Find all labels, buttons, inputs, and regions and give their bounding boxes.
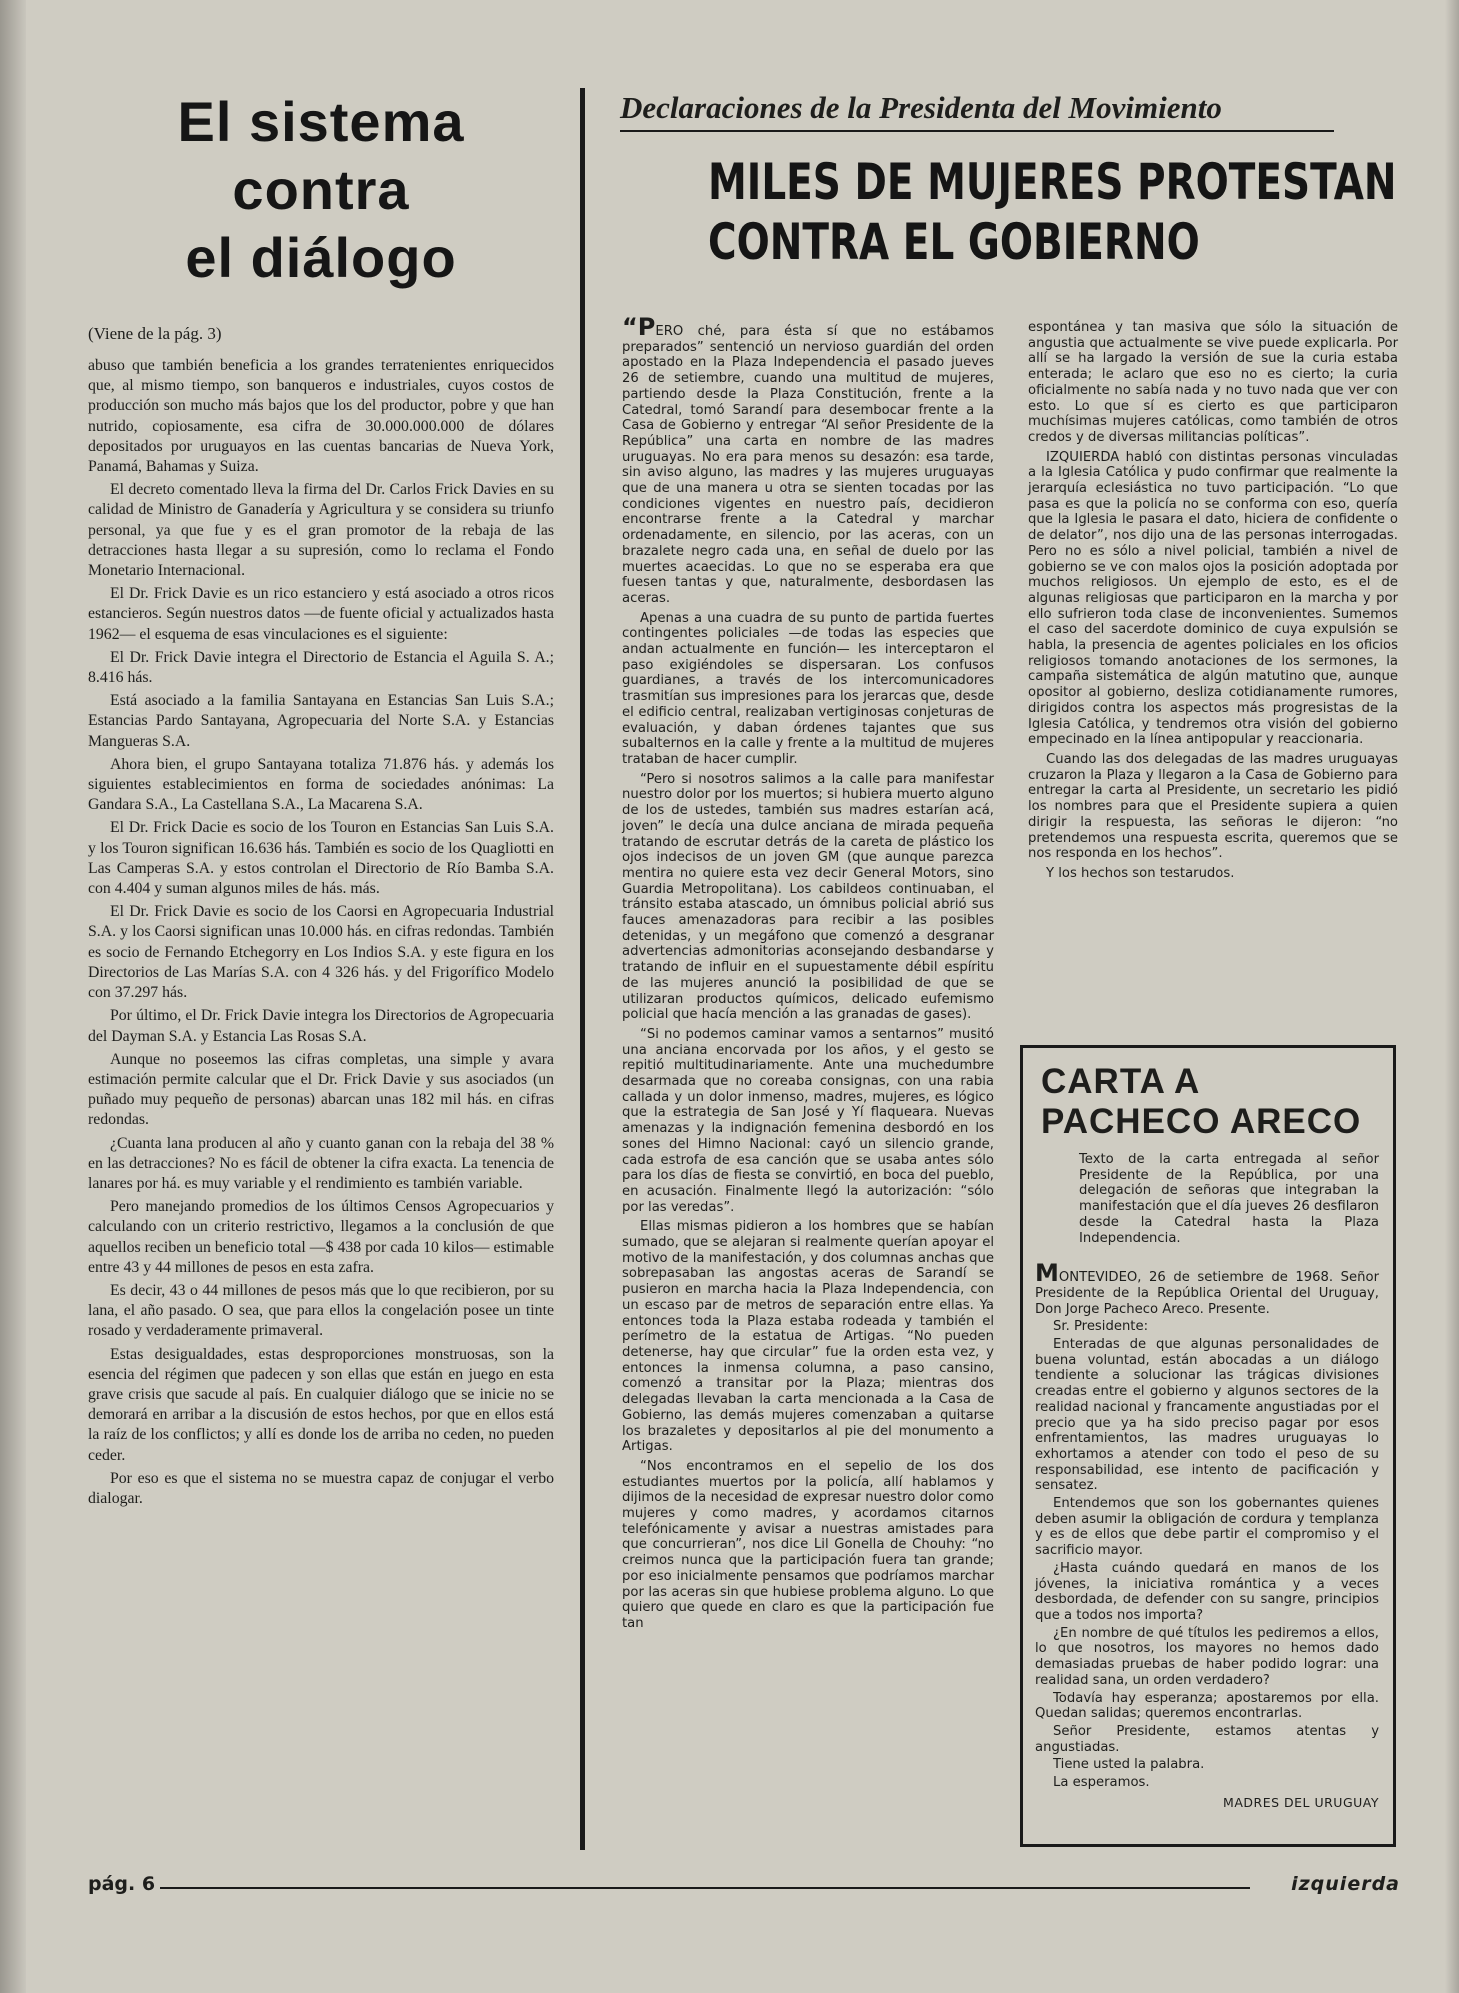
paragraph: Estas desigualdades, estas desproporciones monstruosas, son la esencia del régimen que padecen y son ellas que están en juego en esta grave crisis que sacude al país. En cualquier diálogo que se inicie no se demorará en arribar a la discusión de estos hechos, por que en ellos está la raíz de los conflictos; y allí es donde los de arriba no ceden, no pueden ceder. [88,1345,554,1464]
paragraph: El Dr. Frick Davie es socio de los Caorsi en Agropecuaria Industrial S.A. y los Caorsi significan unas 10.000 hás. en cifras redondas. También es socio de Fernando Etchegorry en Los Indios S.A. y este figura en los Directorios de Las Marías S.A. con 4 326 hás. y del Frigorífico Modelo con 37.297 hás. [88,903,554,1002]
paragraph: El Dr. Frick Davie integra el Directorio de Estancia el Aguila S. A.; 8.416 hás. [88,648,554,687]
page-footer [88,1873,1400,1903]
carta-opening-text: ONTEVIDEO, 26 de setiembre de 1968. Señor Presidente de la República Oriental del Uruguay, Don Jorge Pacheco Areco. Presente. [1035,1270,1379,1317]
article-kicker: Declaraciones de la Presidenta del Movimiento [620,88,1334,132]
paragraph: IZQUIERDA habló con distintas personas vinculadas a la Iglesia Católica y pudo confirmar que realmente la jerarquía eclesiástica no tuvo participación. “Lo que pasa es que la policía no se conforma con eso, quería que la Iglesia le pasara el dato, hiciera de confidente o de delator”, nos dijo una de las personas interrogadas. Pero no es sólo a nivel policial, también a nivel de gobierno se ve con malos ojos la posición adoptada por muchos religiosos. Un ejemplo de esto, es el de algunas religiosas que participaron en la marcha y por ello sufrieron toda clase de inconvenientes. Sumemos el caso del sacerdote dominico de cuya expulsión se habla, la presencia de agentes policiales en los oficios religiosos tomando anotaciones de los sermones, la campaña sistemática de algún matutino que, aunque opositor al gobierno, desliza cotidianamente rumores, dirigidos contra los aspectos más progresistas de la Iglesia Católica, y tendremos otra visión del gobierno empecinado en la línea antipopular y reaccionaria. [1028,449,1398,748]
page-edge-left [0,0,26,1993]
carta-box [1020,1045,1396,1847]
headline-line: CONTRA EL GOBIERNO [708,213,1200,271]
paragraph: Sr. Presidente: [1053,1319,1149,1335]
lead-paragraph [622,313,994,607]
carta-title [1041,1062,1379,1142]
paragraph: El Dr. Frick Dacie es socio de los Touron en Estancias San Luis S.A. y los Touron significan 16.636 hás. También es socio de los Quagliotti en Las Camperas S.A. y estos controlan el Directorio de Río Bamba S.A. con 4.404 y suman algunos miles de hás. más. [88,819,554,898]
page-number: pág. 6 [88,1873,156,1895]
publication-name: izquierda [1291,1873,1400,1895]
paragraph: Todavía hay esperanza; apostaremos por ella. Quedan salidas; queremos encontrarlas. [1035,1690,1379,1722]
paragraph: El decreto comentado lleva la firma del Dr. Carlos Frick Davies en su calidad de Ministro de Ganadería y Agricultura y se considera su triunfo personal, ya que fue y es el gran promotor de la rebaja de las detracciones hasta llegar a su supresión, como lo reclama el Fondo Monetario Internacional. [88,481,554,580]
drop-cap: M [1035,1259,1059,1288]
article-right-column [1028,320,1398,886]
paragraph: Por último, el Dr. Frick Davie integra los Directorios de Agropecuaria del Dayman S.A. y Estancia Las Rosas S.A. [88,1007,554,1045]
paragraph: Por eso es que el sistema no se muestra capaz de conjugar el verbo dialogar. [88,1469,554,1507]
paragraph: Enteradas de que algunas personalidades de buena voluntad, están abocadas a un diálogo tendiente a solucionar las trágicas divisiones creadas entre el gobierno y algunos sectores de la realidad nacional y francamente angustiadas por el precio que ya ha sido preciso pagar por esos enfrentamientos, las madres uruguayas lo exhortamos a atender con todo el peso de su responsabilidad, ese intento de pacificación y sensatez. [1035,1337,1379,1494]
left-article-body [88,356,554,1509]
paragraph: La esperamos. [1053,1775,1150,1791]
left-article-title [88,88,554,292]
left-column-article [88,88,554,1512]
paragraph: Ahora bien, el grupo Santayana totaliza 71.876 hás. y además los siguientes establecimientos en forma de sociedades anónimas: La Gandara S.A., La Castellana S.A., La Macarena S.A. [88,755,554,814]
paragraph: Aunque no poseemos las cifras completas, una simple y avara estimación permite calcular que el Dr. Frick Davie y sus asociados (un puñado muy pequeño de personas) abarcan unas 182 mil hás. en cifras redondas. [88,1050,554,1129]
paragraph: Es decir, 43 o 44 millones de pesos más que lo que recibieron, por su lana, el año pasado. O sea, que para ellos la congelación posee un tinte rosado y verdaderamente primaveral. [88,1281,554,1340]
paragraph: “Nos encontramos en el sepelio de los dos estudiantes muertos por la policía, allí hablamos y dijimos de la necesidad de expresar nuestro dolor como mujeres y como madres, y acordamos citarnos telefónicamente y avisar a nuestras amistades para que concurrieran”, nos dice Lil Gonella de Chouhy: “no creimos nunca que la participación fuera tan grande; por eso inicialmente pensamos que podríamos marchar por las aceras sin que hubiese problema alguno. Lo que quiero que quede en claro es que la participación fue tan [622,1458,994,1631]
paragraph: Y los hechos son testarudos. [1046,865,1235,881]
paragraph: ¿En nombre de qué títulos les pediremos a ellos, lo que nosotros, los mayores no hemos dado demasiadas pruebas de haber podido lograr: una realidad sana, un orden verdadero? [1035,1625,1379,1688]
paragraph: espontánea y tan masiva que sólo la situación de angustia que actualmente se vive puede explicarla. Por allí se ha largado la versión de sue la curia estaba enterada; le aclaro que eso no es cierto; la curia oficialmente no sabía nada y no tuvo nada que ver con esto. Lo que sí es cierto es que participaron muchísimas mujeres católicas, como también de otros credos y de diversas militancias políticas”. [1028,320,1398,445]
paragraph: Entendemos que son los gobernantes quienes deben asumir la obligación de cordura y templanza y es de ellos que debe partir el compromiso y el sacrificio mayor. [1035,1496,1379,1559]
paragraph: “Pero si nosotros salimos a la calle para manifestar nuestro dolor por los muertos; si hubiera muerto alguno de los de ustedes, también sus madres estarían acá, joven” le decía una dulce anciana de mirada pequeña tratando de escrutar detrás de la careta de plástico los ojos indecisos de un joven GM (que aunque parezca mentira no quiere esta vez decir General Motors, sino Guardia Metropolitana). Los cabildeos continuaban, el tránsito estaba atascado, un ómnibus policial abrió sus fauces amenazadoras para recibir a las posibles detenidas, y un megáfono que comenzó a desgranar advertencias admonitorias aconsejando desbandarse y tratando de influir en el supuestamente débil espíritu de las mujeres anunció la posibilidad de que se utilizaran productos químicos, delicado eufemismo policial que hacía mención a las granadas de gases). [622,771,994,1023]
headline-line: MILES DE MUJERES PROTESTAN [708,153,1397,211]
paragraph: ¿Hasta cuándo quedará en manos de los jóvenes, la iniciativa romántica y a veces desbordada, de defender con su sangre, principios que a todos nos importa? [1035,1560,1379,1623]
paragraph: Ellas mismas pidieron a los hombres que se habían sumado, que se alejaran si realmente querían apoyar el motivo de la manifestación, y dos columnas anchas que sobrepasaban las angostas aceras de Sarandí se pusieron en marcha hacia la Plaza Independencia, con un escaso par de metros de separación entre ellas. Ya entonces toda la Plaza estaba rodeada y también el perímetro de la estatua de Artigas. “No pueden detenerse, hay que circular” fue la orden esta vez, y entonces la inmensa columna, a paso cansino, comenzó a transitar por la Plaza; mientras dos delegadas llevaban la carta mencionada a la Casa de Gobierno, las demás mujeres comenzaban a quitarse los brazaletes y depositarlos al pie del monumento a Artigas. [622,1219,994,1455]
carta-title-line: PACHECO ARECO [1041,1102,1362,1141]
continuation-note: (Viene de la pág. 3) [88,324,222,343]
paragraph: Pero manejando promedios de los últimos Censos Agropecuarios y calculando con un criterio restrictivo, llegamos a la conclusión de que aquellos reciben un beneficio total —$ 438 por cada 10 kilos— estimable entre 43 y 44 millones de pesos en esta zafra. [88,1198,554,1276]
title-line: El sistema [177,90,465,153]
lead-text: ERO ché, para ésta sí que no estábamos preparados” sentenció un nervioso guardián del orden apostado en la Plaza Independencia el pasado jueves 26 de setiembre, cuando una multitud de mujeres, partiendo desde la Plaza Constitución, frente a la Catedral, tomó Sarandí para desembocar frente a la Casa de Gobierno y entregar “Al señor Presidente de la República” una carta en nombre de las madres uruguayas. No era para menos su desazón: esa tarde, sin aviso alguno, las madres y las mujeres uruguayas que de una manera u otra se sienten tocadas por las condiciones vigentes en nuestro país, decidieron encontrarse frente a la Catedral y marchar ordenadamente, en silencio, por las aceras, con un brazalete negro cada una, en señal de duelo por las muertes acaecidas. Lo que no se esperaba era que fuesen tantas y que, naturalmente, desbordasen las aceras. [622,324,994,606]
paragraph: Apenas a una cuadra de su punto de partida fuertes contingentes policiales —de todas las especies que andan actualmente en función— les interceptaron el paso exigiéndoles se dispersaran. Los confusos guardianes, a través de los intercomunicadores trasmitían sus impresiones para los jerarcas que, desde el edificio central, realizaban vertiginosas conjeturas de evaluación, y daban órdenes tajantes que sus subalternos en la calle y frente a la multitud de mujeres trataban de hacer cumplir. [622,610,994,767]
paragraph: Cuando las dos delegadas de las madres uruguayas cruzaron la Plaza y llegaron a la Casa de Gobierno para entregar la carta al Presidente, un secretario les pidió los nombres para que el Presidente supiera a quien dirigir la respuesta, las señoras le dijeron: “no pretendemos una respuesta escrita, queremos que se nos responda en los hechos”. [1028,751,1398,862]
carta-body [1035,1259,1379,1810]
carta-intro: Texto de la carta entregada al señor Presidente de la República, por una delegación de señoras que integraban la manifestación que el día jueves 26 desfilaron desde la Catedral hasta la Plaza Independencia. [1079,1152,1379,1246]
column-divider-rule [580,88,585,1850]
paragraph: abuso que también beneficia a los grandes terratenientes enriquecidos que, al mismo tiempo, son banqueros e industriales, cuyos costos de producción son mucho más bajos que los del productor, pobre y que han nutrido, copiosamente, esa cifra de 30.000.000.000 de dólares depositados por uruguayos en las cuentas bancarias de Nueva York, Panamá, Bahamas y Suiza. [88,357,554,476]
paragraph: El Dr. Frick Davie es un rico estanciero y está asociado a otros ricos estancieros. Según nuestros datos —de fuente oficial y actualizados hasta 1962— el esquema de esas vinculaciones es el siguiente: [88,585,554,643]
drop-cap: “P [622,313,656,341]
footer-rule [160,1887,1250,1889]
paragraph: “Si no podemos caminar vamos a sentarnos” musitó una anciana encorvada por los años, y el gesto se repitió multitudinariamente. Ante una muchedumbre desarmada que no coreaba consignas, con una rabia callada y un dolor inmenso, madres, mujeres, es lógico que la estrategia de San José y Yí flaqueara. Nuevas amenazas y la indignación femenina desbordó en los sones del Himno Nacional: cayó un silencio grande, cada estrofa de esa canción que se usaba antes sólo para los días de fiesta se convirtió, en boca del pueblo, en acusación. Finalmente llegó la autorización: “sólo por las veredas”. [622,1026,994,1215]
article-headline [708,152,1397,272]
paragraph: Está asociado a la familia Santayana en Estancias San Luis S.A.; Estancias Pardo Santayana, Agropecuaria del Norte S.A. y Estancias Mangueras S.A. [88,692,554,750]
title-line: el diálogo [185,226,457,289]
paragraph: Tiene usted la palabra. [1053,1757,1205,1773]
carta-signature: MADRES DEL URUGUAY [1223,1794,1379,1810]
carta-opening [1035,1259,1379,1317]
page-edge-right [1445,0,1459,1993]
title-line: contra [232,158,410,221]
article-middle-column [622,313,994,1636]
paragraph: ¿Cuanta lana producen al año y cuanto ganan con la rebaja del 38 % en las detracciones? No es fácil de obtener la cifra exacta. La tenencia de lanares por há. es muy variable y el rendimiento es también variable. [88,1134,554,1192]
carta-title-line: CARTA A [1041,1062,1201,1101]
paragraph: Señor Presidente, estamos atentas y angustiadas. [1035,1723,1379,1755]
